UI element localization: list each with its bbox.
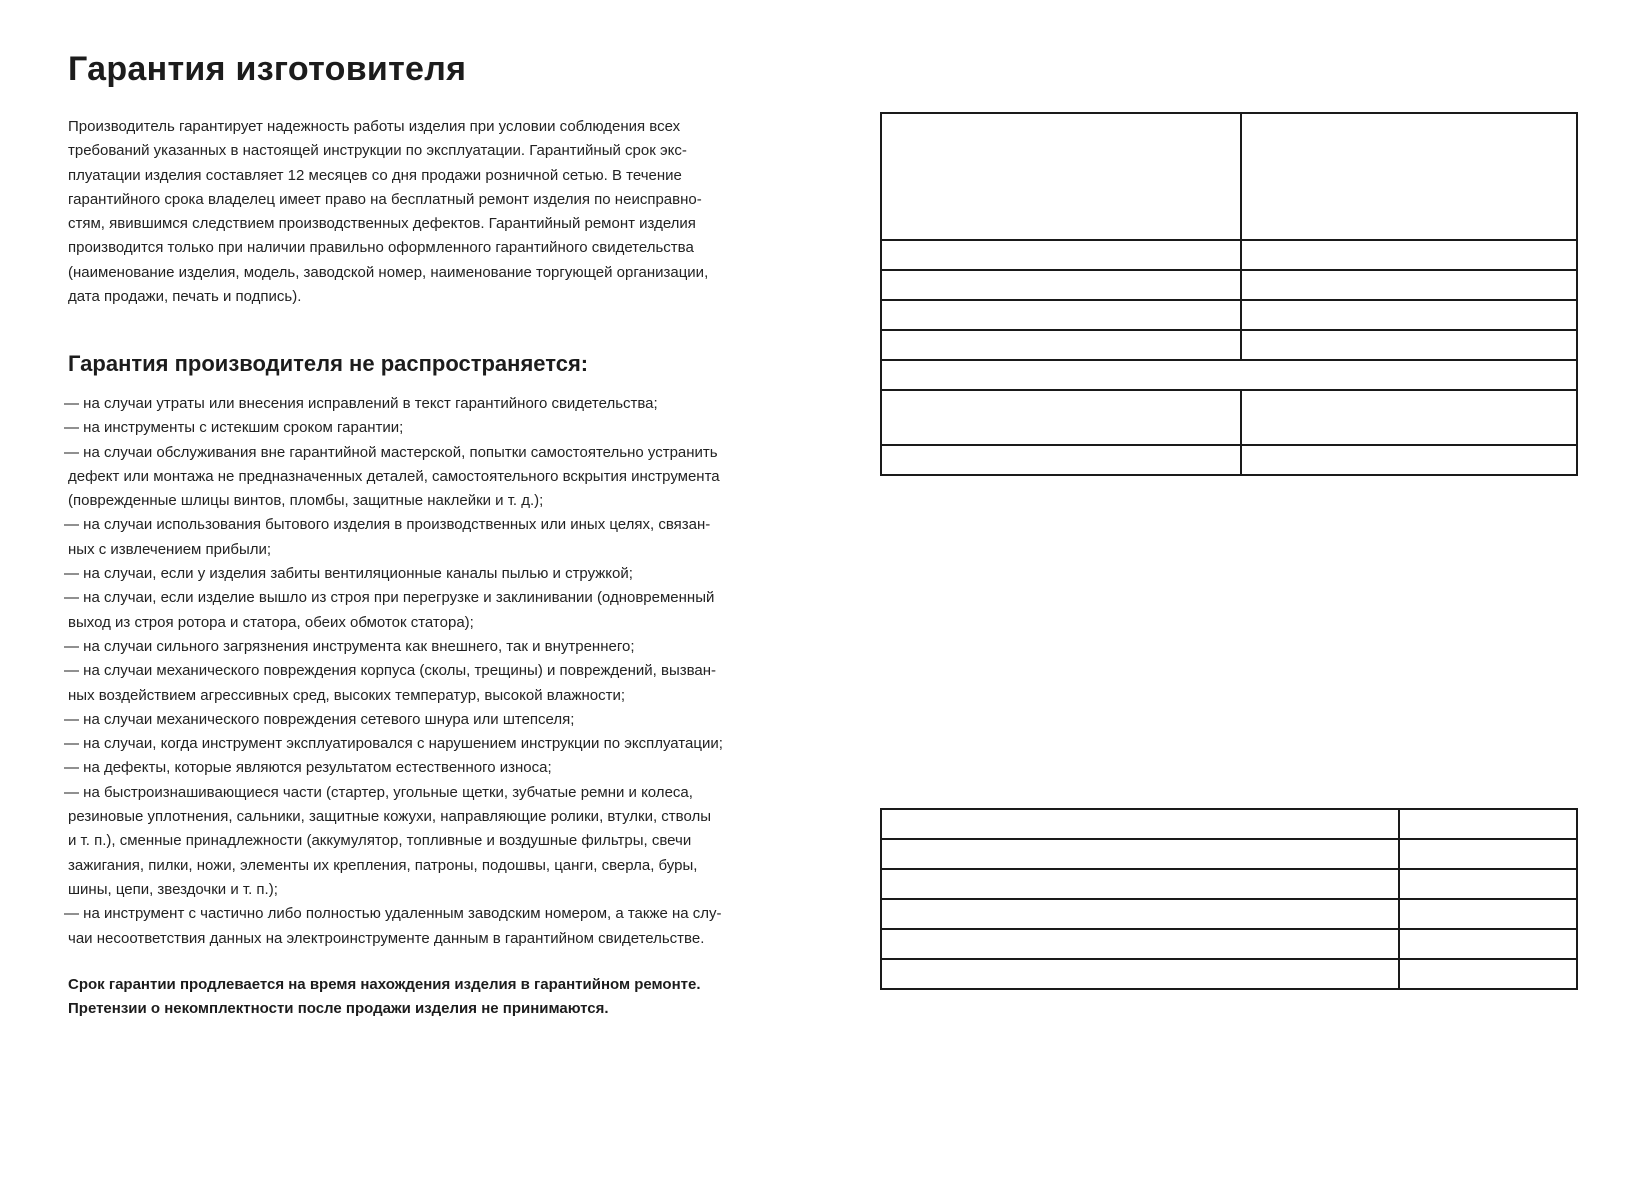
- form-cell[interactable]: [1399, 929, 1577, 959]
- exclusion-line: выход из строя ротора и статора, обеих обмоток статора);: [68, 613, 474, 631]
- form-cell[interactable]: [881, 869, 1399, 899]
- form-cell[interactable]: [1399, 869, 1577, 899]
- exclusion-line: ных с извлечением прибыли;: [68, 540, 272, 558]
- form-cell-full-width[interactable]: [881, 360, 1577, 390]
- exclusion-line: — на инструмент с частично либо полностью удаленным заводским номером, а также на слу-: [64, 905, 722, 923]
- warranty-notes: [68, 973, 701, 1022]
- intro-line: стям, явившимся следствием производственных дефектов. Гарантийный ремонт изделия: [68, 215, 696, 233]
- exclusion-line: ных воздействием агрессивных сред, высоких температур, высокой влажности;: [68, 686, 626, 704]
- exclusion-line: — на случаи, если изделие вышло из строя при перегрузке и заклинивании (одновременный: [64, 589, 715, 607]
- exclusion-line: шины, цепи, звездочки и т. п.);: [68, 880, 278, 898]
- exclusion-line: и т. п.), сменные принадлежности (аккумулятор, топливные и воздушные фильтры, свечи: [68, 832, 692, 850]
- table-row: [881, 360, 1577, 390]
- exclusion-line: — на случаи использования бытового изделия в производственных или иных целях, связан-: [64, 516, 711, 534]
- exclusion-line: — на случаи, если у изделия забиты вентиляционные каналы пылью и стружкой;: [64, 565, 633, 583]
- warranty-extension-note: Срок гарантии продлевается на время нахождения изделия в гарантийном ремонте.: [68, 976, 701, 993]
- form-cell[interactable]: [881, 240, 1241, 270]
- warranty-form-top: [880, 112, 1578, 476]
- intro-line: требований указанных в настоящей инструкции по эксплуатации. Гарантийный срок экс-: [68, 142, 687, 160]
- form-cell[interactable]: [1399, 809, 1577, 839]
- table-row: [881, 959, 1577, 989]
- table-row: [881, 240, 1577, 270]
- form-cell[interactable]: [881, 300, 1241, 330]
- exclusions-heading: Гарантия производителя не распространяется:: [68, 351, 589, 376]
- form-cell[interactable]: [1241, 270, 1577, 300]
- table-row: [881, 300, 1577, 330]
- table-row: [881, 330, 1577, 360]
- exclusion-line: дефект или монтажа не предназначенных деталей, самостоятельного вскрытия инструмента: [68, 467, 720, 485]
- table-row: [881, 899, 1577, 929]
- exclusion-line: — на быстроизнашивающиеся части (стартер, угольные щетки, зубчатые ремни и колеса,: [64, 783, 693, 801]
- form-cell[interactable]: [1241, 113, 1577, 240]
- form-cell[interactable]: [1241, 390, 1577, 445]
- table-row: [881, 270, 1577, 300]
- form-cell[interactable]: [881, 270, 1241, 300]
- exclusion-line: — на случаи механического повреждения сетевого шнура или штепселя;: [64, 710, 575, 728]
- form-cell[interactable]: [1399, 839, 1577, 869]
- form-cell[interactable]: [1241, 445, 1577, 475]
- form-cell[interactable]: [1241, 300, 1577, 330]
- form-cell[interactable]: [881, 929, 1399, 959]
- exclusion-line: зажигания, пилки, ножи, элементы их крепления, патроны, подошвы, цанги, сверла, буры,: [68, 856, 698, 874]
- table-row: [881, 113, 1577, 240]
- form-cell[interactable]: [1241, 330, 1577, 360]
- form-cell[interactable]: [881, 113, 1241, 240]
- exclusion-line: чаи несоответствия данных на электроинструменте данным в гарантийном свидетельстве.: [68, 929, 705, 947]
- exclusion-line: — на случаи, когда инструмент эксплуатировался с нарушением инструкции по эксплуатации;: [64, 735, 723, 753]
- table-row: [881, 839, 1577, 869]
- page-title: Гарантия изготовителя: [68, 50, 467, 88]
- form-cell[interactable]: [881, 899, 1399, 929]
- table-row: [881, 390, 1577, 445]
- intro-line: плуатации изделия составляет 12 месяцев со дня продажи розничной сетью. В течение: [68, 166, 682, 184]
- form-cell[interactable]: [1399, 959, 1577, 989]
- intro-paragraph: [68, 115, 768, 309]
- intro-line: производится только при наличии правильно оформленного гарантийного свидетельства: [68, 239, 694, 257]
- exclusion-line: (поврежденные шлицы винтов, пломбы, защитные наклейки и т. д.);: [68, 492, 544, 510]
- exclusion-line: резиновые уплотнения, сальники, защитные кожухи, направляющие ролики, втулки, стволы: [68, 808, 711, 826]
- form-cell[interactable]: [881, 330, 1241, 360]
- exclusion-line: — на дефекты, которые являются результатом естественного износа;: [64, 759, 552, 777]
- table-row: [881, 809, 1577, 839]
- exclusion-line: — на случаи механического повреждения корпуса (сколы, трещины) и повреждений, вызван-: [64, 662, 717, 680]
- exclusions-list: [64, 392, 784, 951]
- intro-line: Производитель гарантирует надежность работы изделия при условии соблюдения всех: [68, 118, 681, 135]
- exclusion-line: — на случаи утраты или внесения исправлений в текст гарантийного свидетельства;: [64, 395, 658, 412]
- form-cell[interactable]: [881, 959, 1399, 989]
- form-cell[interactable]: [881, 390, 1241, 445]
- intro-line: гарантийного срока владелец имеет право на бесплатный ремонт изделия по неисправно-: [68, 190, 702, 208]
- table-row: [881, 445, 1577, 475]
- intro-line: (наименование изделия, модель, заводской номер, наименование торгующей организации,: [68, 263, 709, 281]
- completeness-claims-note: Претензии о некомплектности после продажи изделия не принимаются.: [68, 1000, 609, 1018]
- form-cell[interactable]: [1399, 899, 1577, 929]
- exclusion-line: — на случаи обслуживания вне гарантийной мастерской, попытки самостоятельно устранить: [64, 443, 718, 461]
- exclusion-line: — на инструменты с истекшим сроком гарантии;: [64, 419, 404, 437]
- exclusion-line: — на случаи сильного загрязнения инструмента как внешнего, так и внутреннего;: [64, 637, 635, 655]
- warranty-form-bottom: [880, 808, 1578, 990]
- form-cell[interactable]: [881, 809, 1399, 839]
- form-cell[interactable]: [881, 839, 1399, 869]
- form-cell[interactable]: [881, 445, 1241, 475]
- form-cell[interactable]: [1241, 240, 1577, 270]
- table-row: [881, 869, 1577, 899]
- table-row: [881, 929, 1577, 959]
- intro-line: дата продажи, печать и подпись).: [68, 288, 302, 306]
